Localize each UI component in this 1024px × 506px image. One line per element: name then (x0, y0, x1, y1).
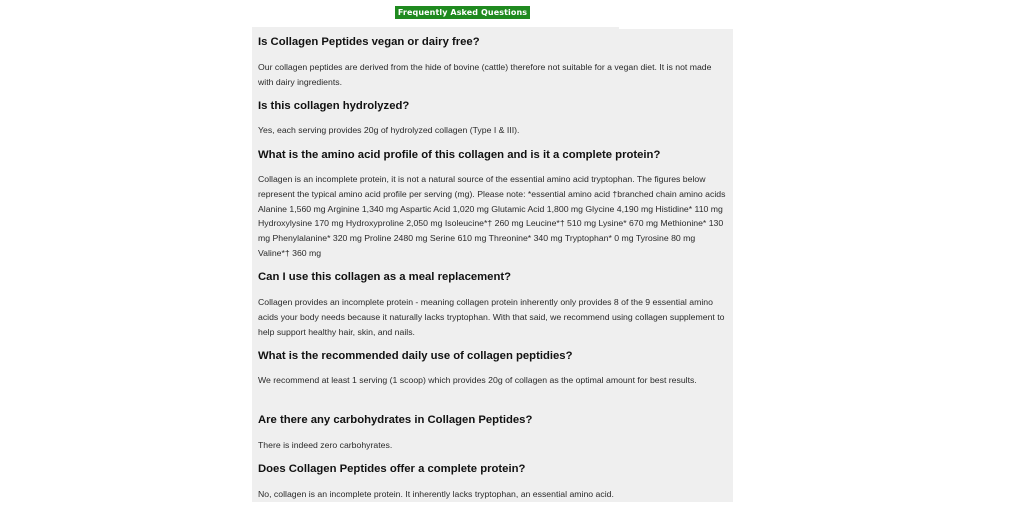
faq-item (258, 413, 728, 453)
faq-answer: No, collagen is an incomplete protein. It inherently lacks tryptophan, an essential amino acid. (258, 489, 614, 499)
faq-answer: We recommend at least 1 serving (1 scoop) which provides 20g of collagen as the optimal amount for best results. (258, 375, 697, 385)
faq-question: Is Collagen Peptides vegan or dairy free? (258, 36, 480, 48)
faq-question: What is the recommended daily use of collagen peptidies? (258, 350, 573, 362)
faq-question: Does Collagen Peptides offer a complete protein? (258, 463, 526, 475)
faq-item (258, 35, 728, 90)
faq-answer: There is indeed zero carbohyrates. (258, 440, 393, 450)
faq-item (258, 349, 728, 388)
faq-answer: Our collagen peptides are derived from the hide of bovine (cattle) therefore not suitable for a vegan diet. It is not made with dairy ingredients. (258, 62, 712, 87)
faq-question: What is the amino acid profile of this collagen and is it a complete protein? (258, 149, 661, 161)
faq-answer: Collagen is an incomplete protein, it is not a natural source of the essential amino acid tryptophan. The figures below represent the typical amino acid profile per serving (mg). Please note: *essential amino acid †branched chain amino acids Alanine 1,560 mg Arginine 1,340 mg Aspartic Acid 1,020 mg Glutamic Acid 1,800 mg Glycine 4,190 mg Histidine* 110 mg Hydroxylysine 170 mg Hydroxyproline 2,050 mg Isoleucine*† 260 mg Leucine*† 510 mg Lysine* 670 mg Methionine* 130 mg Phenylalanine* 320 mg Proline 2480 mg Serine 610 mg Threonine* 340 mg Tryptophan* 0 mg Tyrosine 80 mg Valine*† 360 mg (258, 174, 726, 258)
faq-answer: Yes, each serving provides 20g of hydrolyzed collagen (Type I & III). (258, 125, 520, 135)
faq-heading-badge: Frequently Asked Questions (395, 6, 530, 19)
faq-question: Can I use this collagen as a meal replacement? (258, 271, 512, 283)
faq-item (258, 99, 728, 138)
faq-question: Is this collagen hydrolyzed? (258, 100, 410, 112)
faq-answer: Collagen provides an incomplete protein - meaning collagen protein inherently only provides 8 of the 9 essential amino acids your body needs because it naturally lacks tryptophan. With that said, we recommend using collagen supplement to help support healthy hair, skin, and nails. (258, 297, 725, 337)
faq-item (258, 462, 728, 502)
faq-panel (252, 27, 733, 502)
panel-top-notch (619, 27, 733, 29)
faq-question: Are there any carbohydrates in Collagen Peptides? (258, 414, 533, 426)
faq-item (258, 148, 728, 261)
faq-item (258, 270, 728, 339)
